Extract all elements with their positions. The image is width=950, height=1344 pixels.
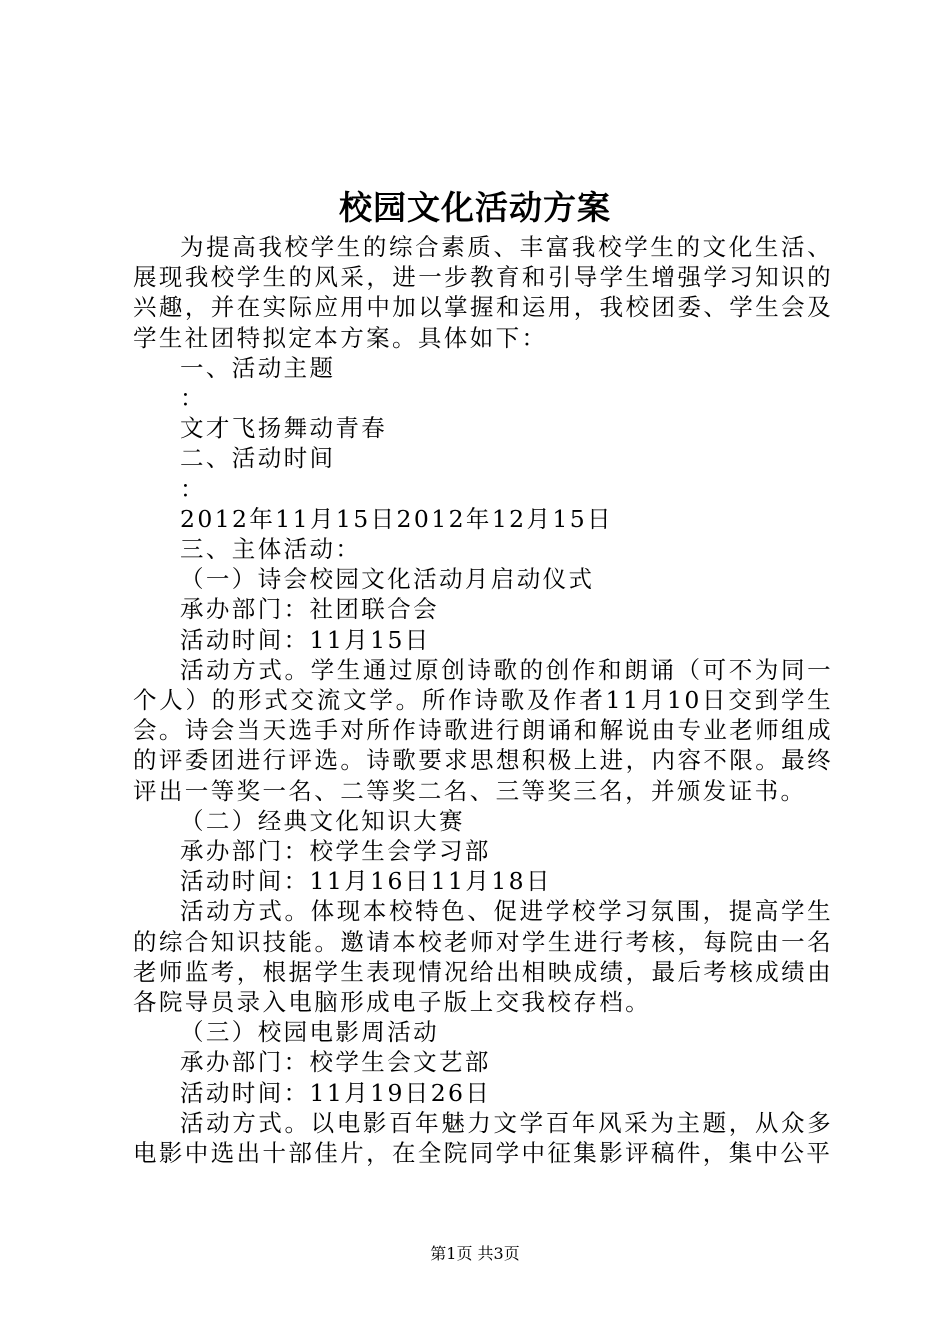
paragraph: 文才飞扬舞动青春 [180,414,388,443]
paragraph: （三）校园电影周活动 [180,1018,439,1047]
paragraph: 三、主体活动： [180,535,362,564]
paragraph: 2012年11月15日2012年12月15日 [180,504,614,533]
paragraph: （一）诗会校园文化活动月启动仪式 [180,565,595,594]
paragraph: 承办部门：社团联合会 [180,595,439,624]
paragraph: 为提高我校学生的综合素质、丰富我校学生的文化生活、展现我校学生的风采，进一步教育和引导学生增强学习知识的兴趣，并在实际应用中加以掌握和运用，我校团委、学生会及学生社团特拟定本方案。具体如下： [133,233,833,352]
paragraph: ： [180,384,206,413]
paragraph: 承办部门：校学生会学习部 [180,837,491,866]
paragraph: 二、活动时间 [180,444,336,473]
document-body [133,232,833,1168]
paragraph: 承办部门：校学生会文艺部 [180,1048,491,1077]
paragraph: 活动时间：11月19日26日 [180,1078,492,1107]
page-footer: 第1页 共3页 [430,1244,520,1263]
paragraph: 活动时间：11月16日11月18日 [180,867,552,896]
paragraph: 活动方式。体现本校特色、促进学校学习氛围，提高学生的综合知识技能。邀请本校老师对学生进行考核，每院由一名老师监考，根据学生表现情况给出相映成绩，最后考核成绩由各院导员录入电脑形成电子版上交我校存档。 [133,897,833,1017]
paragraph: 活动方式。学生通过原创诗歌的创作和朗诵（可不为同一个人）的形式交流文学。所作诗歌及作者11月10日交到学生会。诗会当天选手对所作诗歌进行朗诵和解说由专业老师组成的评委团进行评选。诗歌要求思想积极上进，内容不限。最终评出一等奖一名、二等奖二名、三等奖三名，并颁发证书。 [133,655,833,805]
paragraph: ： [180,474,206,503]
paragraph: 一、活动主题 [180,353,336,382]
paragraph: 活动方式。以电影百年魅力文学百年风采为主题，从众多电影中选出十部佳片，在全院同学中征集影评稿件，集中公平 [133,1108,833,1168]
page-title: 校园文化活动方案 [339,188,611,227]
paragraph: （二）经典文化知识大赛 [180,806,465,835]
paragraph: 活动时间：11月15日 [180,625,431,654]
